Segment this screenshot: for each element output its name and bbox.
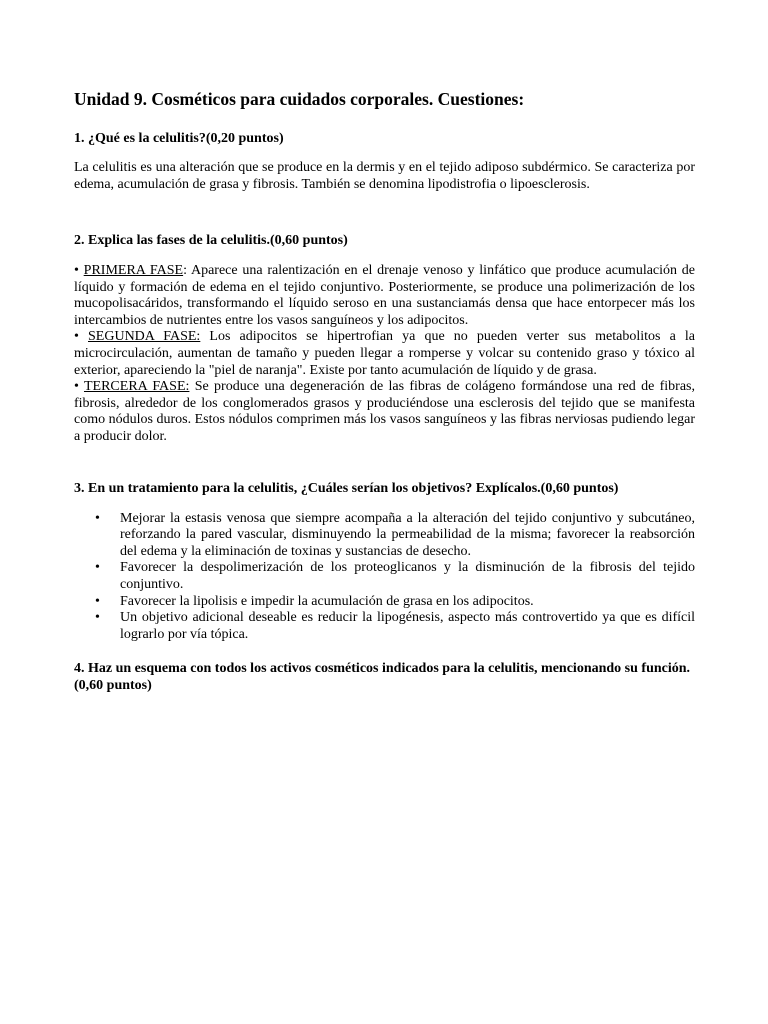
- phase-3-label: TERCERA FASE:: [83, 379, 190, 395]
- bullet-glyph: •: [95, 510, 100, 526]
- list-item-text: Un objetivo adicional deseable es reducir la lipogénesis, aspecto más controvertido ya que es difícil lograrlo por vía tópica.: [120, 610, 695, 642]
- list-item: [95, 610, 695, 643]
- question-1-answer: La celulitis es una alteración que se produce en la dermis y en el tejido adiposo subdérmico. Se caracteriza por edema, acumulación de grasa y fibrosis. También se denomina lipodistrofia o lipoesclerosis.: [74, 160, 695, 192]
- phase-2-label: SEGUNDA FASE:: [88, 329, 201, 345]
- phase-1-label: PRIMERA FASE: [83, 263, 184, 278]
- objectives-list: [74, 511, 695, 644]
- list-item-text: Favorecer la lipolisis e impedir la acumulación de grasa en los adipocitos.: [120, 593, 534, 609]
- phase-1: [74, 263, 695, 329]
- phase-3: [74, 379, 695, 445]
- list-item: [95, 593, 695, 611]
- document-title: Unidad 9. Cosméticos para cuidados corporales. Cuestiones:: [74, 89, 525, 109]
- question-4-heading: 4. Haz un esquema con todos los activos cosméticos indicados para la celulitis, mencionando su función.(0,60 puntos): [74, 661, 691, 694]
- list-item-text: Mejorar la estasis venosa que siempre acompaña a la alteración del tejido conjuntivo y subcutáneo, reforzando la pared vascular, disminuyendo la permeabilidad de la misma; favorecer la reabsorción del edema y la eliminación de toxinas y sustancias de desecho.: [120, 510, 695, 559]
- bullet-glyph: •: [95, 610, 100, 626]
- list-item: [95, 560, 695, 593]
- bullet-glyph: •: [74, 263, 79, 278]
- question-1-heading: 1. ¿Qué es la celulitis?(0,20 puntos): [74, 131, 284, 146]
- phase-1-separator: :: [183, 263, 187, 278]
- list-item: [95, 510, 695, 561]
- phase-3-text: Se produce una degeneración de las fibras de colágeno formándose una red de fibras, fibrosis, alrededor de los conglomerados grasos y produciéndose una esclerosis del tejido que se manifesta como nódulos duros. Estos nódulos comprimen más los vasos sanguíneos y las fibras nerviosas pudiendo legar a producir dolor.: [74, 379, 695, 444]
- phase-2-text: Los adipocitos se hipertrofian ya que no pueden verter sus metabolitos a la microcirculación, aumentan de tamaño y pueden llegar a romperse y volcar su contenido graso y tóxico al exterior, apareciendo la "piel de naranja". Existe por tanto acumulación de líquido y de grasa.: [74, 329, 696, 378]
- bullet-glyph: •: [74, 379, 79, 395]
- bullet-glyph: •: [95, 560, 100, 576]
- question-2-heading: 2. Explica las fases de la celulitis.(0,60 puntos): [74, 233, 348, 248]
- bullet-glyph: •: [95, 593, 100, 609]
- list-item-text: Favorecer la despolimerización de los proteoglicanos y la disminución de la fibrosis del tejido conjuntivo.: [120, 560, 695, 592]
- question-3-heading: 3. En un tratamiento para la celulitis, ¿Cuáles serían los objetivos? Explícalos.(0,60 puntos): [74, 480, 619, 496]
- document-page: [74, 88, 695, 694]
- phase-1-text: Aparece una ralentización en el drenaje venoso y linfático que produce acumulación de líquido y formación de edema en el tejido conjuntivo. Posteriormente, se produce una polimerización de los mucopolisacáridos, transformando el líquido seroso en una sustanciamás densa que hace entorpecer más los intercambios de nutrientes entre los vasos sanguíneos y los adipocitos.: [74, 263, 695, 328]
- bullet-glyph: •: [74, 329, 79, 345]
- phase-2: [74, 329, 695, 379]
